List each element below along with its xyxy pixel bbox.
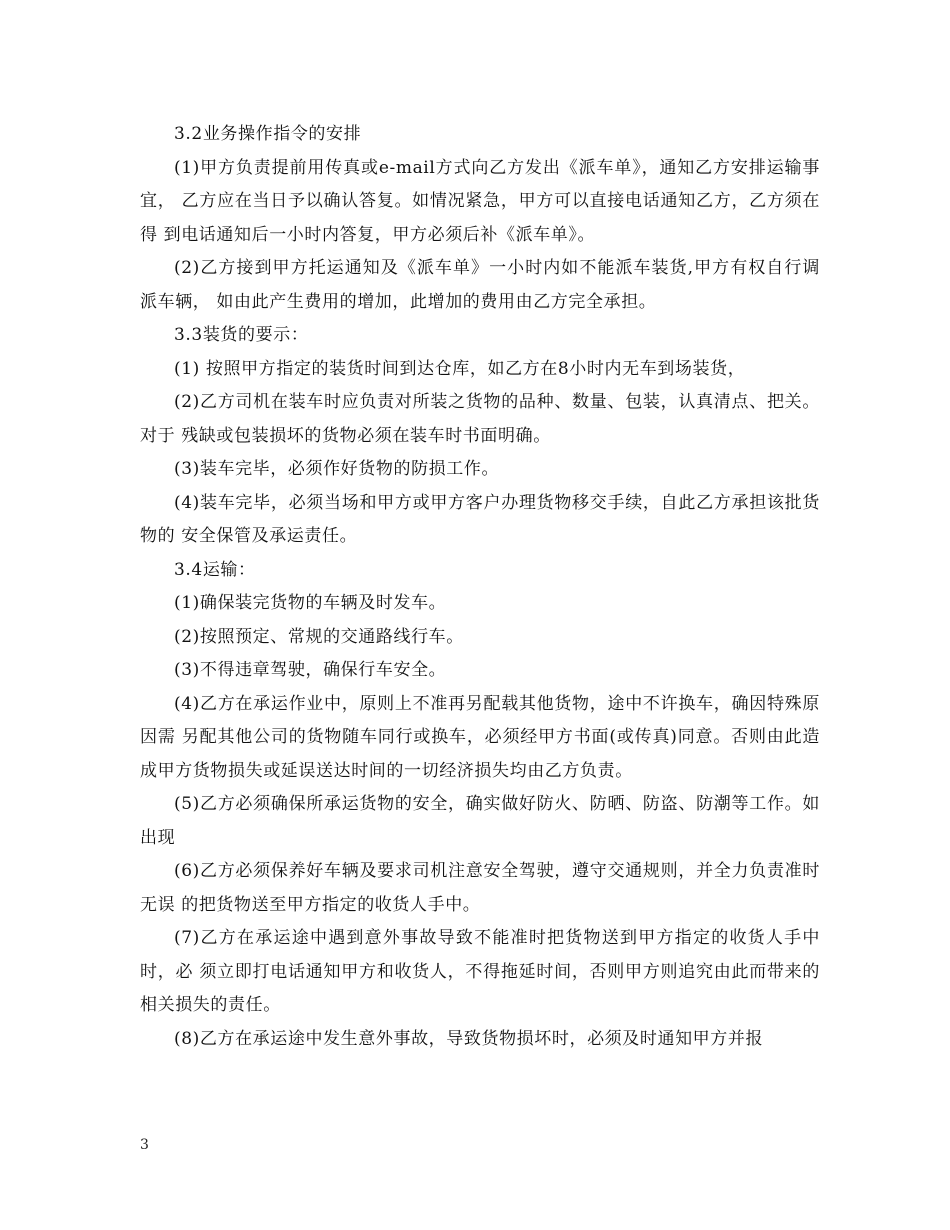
page-number: 3 [140,1137,149,1153]
paragraph-3-4-5: (5)乙方必须确保所承运货物的安全，确实做好防火、防晒、防盗、防潮等工作。如出现 [140,794,820,848]
paragraph-3-2-1: (1)甲方负责提前用传真或e-mail方式向乙方发出《派车单》，通知乙方安排运输事宜， 乙方应在当日予以确认答复。如情况紧急，甲方可以直接电话通知乙方，乙方须在得 到电话通知后一小时内答复，甲方必须后补《派车单》。 [140,157,820,245]
paragraph-3-3-4: (4)装车完毕，必须当场和甲方或甲方客户办理货物移交手续，自此乙方承担该批货物的 安全保管及承运责任。 [140,492,820,546]
paragraph-3-4-6: (6)乙方必须保养好车辆及要求司机注意安全驾驶，遵守交通规则，并全力负责准时无误 的把货物送至甲方指定的收货人手中。 [140,861,820,915]
paragraph-3-4-4: (4)乙方在承运作业中，原则上不准再另配载其他货物，途中不许换车，确因特殊原因需 另配其他公司的货物随车同行或换车，必须经甲方书面(或传真)同意。否则由此造成甲方货物损失或延误送达时间的一切经济损失均由乙方负责。 [140,693,820,781]
paragraph-3-4-2: (2)按照预定、常规的交通路线行车。 [174,626,464,647]
paragraph-3-4-1: (1)确保装完货物的车辆及时发车。 [174,593,447,613]
paragraph-3-2-2: (2)乙方接到甲方托运通知及《派车单》一小时内如不能派车装货,甲方有权自行调派车辆， 如由此产生费用的增加，此增加的费用由乙方完全承担。 [140,258,820,312]
paragraph-3-3-1: (1) 按照甲方指定的装货时间到达仓库，如乙方在8小时内无车到场装货， [174,358,746,379]
paragraph-3-3-3: (3)装车完毕，必须作好货物的防损工作。 [174,459,500,479]
paragraph-3-3-2: (2)乙方司机在装车时应负责对所装之货物的品种、数量、包装，认真清点、把关。对于 残缺或包装损坏的货物必须在装车时书面明确。 [140,392,820,446]
section-heading-3-4: 3.4运输： [174,559,256,580]
document-body [140,118,820,1056]
section-heading-3-2: 3.2业务操作指令的安排 [174,124,362,144]
paragraph-3-4-3: (3)不得违章驾驶，确保行车安全。 [174,660,447,680]
paragraph-3-4-8: (8)乙方在承运途中发生意外事故，导致货物损坏时，必须及时通知甲方并报 [174,1028,764,1049]
paragraph-3-4-7: (7)乙方在承运途中遇到意外事故导致不能准时把货物送到甲方指定的收货人手中时，必 须立即打电话通知甲方和收货人，不得拖延时间，否则甲方则追究由此而带来的相关损失的责任。 [140,928,820,1015]
section-heading-3-3: 3.3装货的要示： [174,325,309,345]
